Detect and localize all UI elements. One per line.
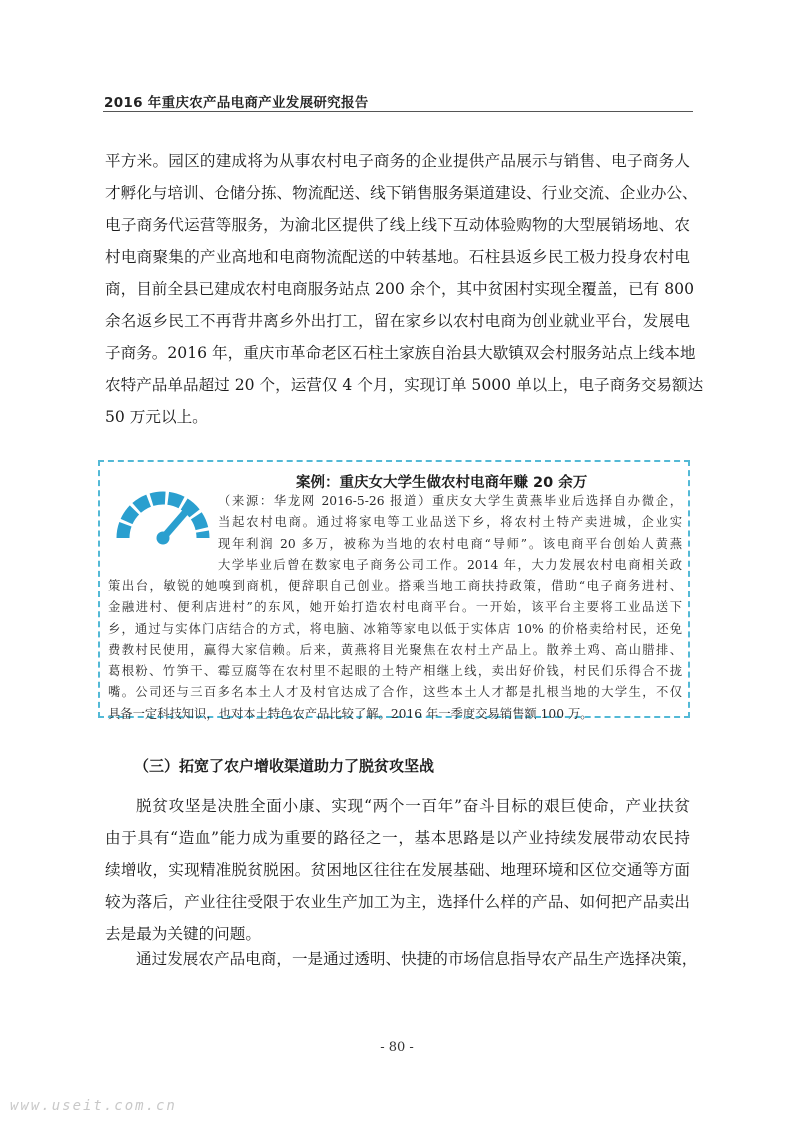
case-text-line: 具备一定科技知识，也对本土特色农产品比较了解。2016 年一季度交易销售额 100 万。 — [108, 706, 593, 721]
section-heading: （三）拓宽了农户增收渠道助力了脱贫攻坚战 — [134, 757, 435, 775]
text-line: 余名返乡民工不再背井离乡外出打工，留在家乡以农村电商为创业就业平台，发展电 — [105, 312, 690, 330]
case-study-text-top — [218, 491, 682, 576]
text-line: 农特产品单品超过 20 个，运营仅 4 个月，实现订单 5000 单以上，电子商务交易额达 — [105, 376, 704, 394]
text-line: 去是最为关键的问题。 — [105, 925, 261, 943]
text-line: 才孵化与培训、仓储分拣、物流配送、线下销售服务渠道建设、行业交流、企业办公、 — [105, 184, 698, 202]
text-line: 村电商聚集的产业高地和电商物流配送的中转基地。石柱县返乡民工极力投身农村电 — [105, 248, 690, 266]
case-text-line: 策出台，敏锐的她嗅到商机，便辞职自己创业。搭乘当地工商扶持政策，借助“电子商务进村、 — [108, 579, 682, 593]
paragraph-poverty-alleviation — [105, 790, 690, 950]
paragraph-park-and-shizhu — [105, 145, 704, 433]
case-text-line: 费教村民使用，赢得大家信赖。后来，黄燕将目光聚焦在农村土产品上。散养土鸡、高山腊排、 — [108, 642, 682, 657]
text-line: 脱贫攻坚是决胜全面小康、实现“两个一百年”奋斗目标的艰巨使命，产业扶贫 — [136, 797, 690, 815]
case-text-line: 嘴。公司还与三百多名本土人才及村官达成了合作，这些本土人才都是扎根当地的大学生，不仅 — [108, 685, 682, 700]
case-text-line: 乡，通过与实体门店结合的方式，将电脑、冰箱等家电以低于实体店 10% 的价格卖给村民，还免 — [108, 621, 682, 636]
header-divider — [103, 111, 693, 112]
text-line: 通过发展农产品电商，一是通过透明、快捷的市场信息指导农产品生产选择决策， — [136, 950, 698, 968]
page-number: - 80 - — [380, 1040, 414, 1055]
text-line: 子商务。2016 年，重庆市革命老区石柱土家族自治县大歇镇双会村服务站点上线本地 — [105, 344, 696, 362]
page-header-title: 2016 年重庆农产品电商产业发展研究报告 — [104, 95, 369, 111]
case-text-line: 现年利润 20 多万，被称为当地的农村电商“导师”。该电商平台创始人黄燕 — [218, 536, 682, 551]
text-line: 电子商务代运营等服务，为渝北区提供了线上线下互动体验购物的大型展销场地、农 — [105, 216, 690, 234]
text-line: 平方米。园区的建成将为从事农村电子商务的企业提供产品展示与销售、电子商务人 — [105, 152, 690, 170]
case-text-line: 大学毕业后曾在数家电子商务公司工作。2014 年，大力发展农村电商相关政 — [218, 557, 682, 572]
text-line: 商，目前全县已建成农村电商服务站点 200 余个，其中贫困村实现全覆盖，已有 800 — [105, 280, 694, 298]
paragraph-ecommerce-benefits — [105, 943, 698, 975]
case-text-line: （来源：华龙网 2016-5-26 报道）重庆女大学生黄燕毕业后选择自办微企， — [218, 494, 682, 508]
case-text-line: 当起农村电商。通过将家电等工业品送下乡，将农村土特产卖进城，企业实 — [218, 515, 682, 530]
text-line: 50 万元以上。 — [105, 408, 208, 426]
case-text-line: 葛根粉、竹笋干、霉豆腐等在农村里不起眼的土特产相继上线，卖出好价钱，村民们乐得合不拢 — [108, 664, 682, 679]
watermark-url: www.useit.com.cn — [10, 1098, 177, 1114]
speedometer-gauge-icon — [113, 486, 213, 546]
case-study-title: 案例：重庆女大学生做农村电商年赚 20 余万 — [296, 475, 588, 491]
case-study-text-body — [108, 576, 682, 725]
text-line: 较为落后，产业往往受限于农业生产加工为主，选择什么样的产品、如何把产品卖出 — [105, 893, 690, 911]
text-line: 由于具有“造血”能力成为重要的路径之一，基本思路是以产业持续发展带动农民持 — [105, 829, 690, 847]
text-line: 续增收，实现精准脱贫脱困。贫困地区往往在发展基础、地理环境和区位交通等方面 — [105, 861, 690, 879]
case-text-line: 金融进村、便利店进村”的东风，她开始打造农村电商平台。一开始，该平台主要将工业品送下 — [108, 600, 682, 615]
